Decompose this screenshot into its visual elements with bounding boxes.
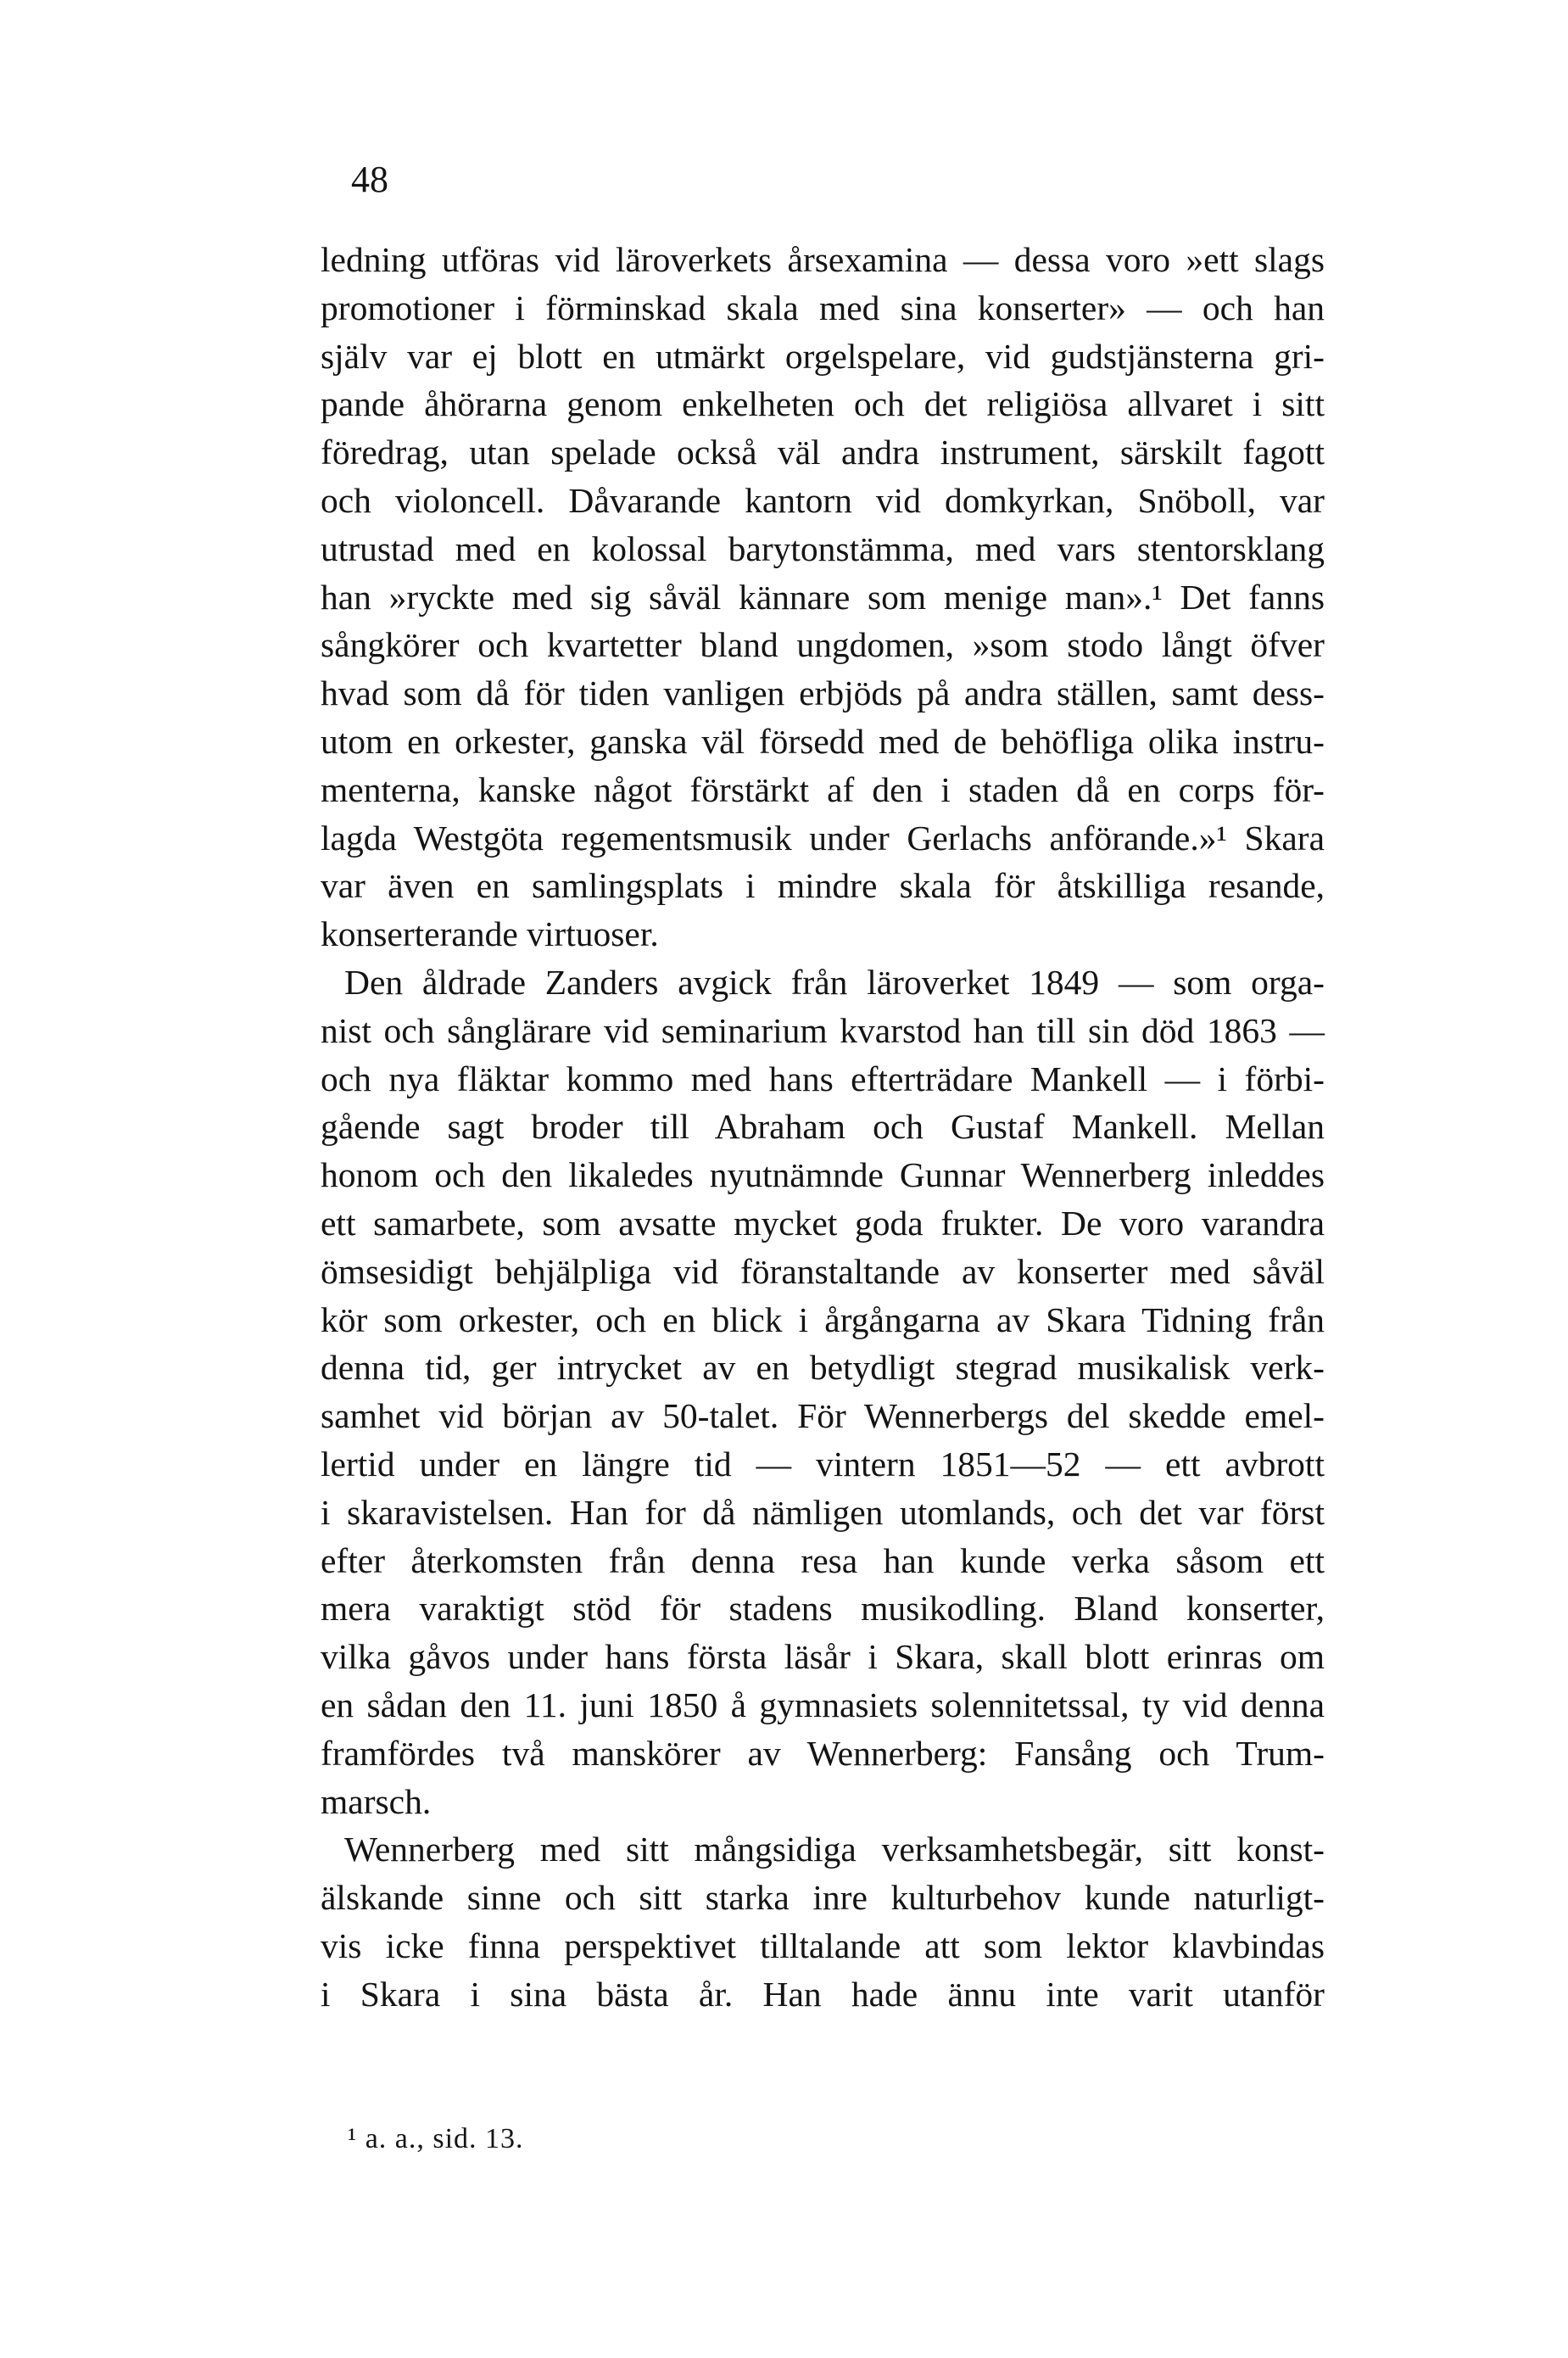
page-number: 48 [351, 159, 388, 200]
paragraph [321, 958, 1325, 1825]
text-line: ett samarbete, som avsatte mycket goda frukter. De voro varandra [321, 1203, 1325, 1243]
text-line: nist och sånglärare vid seminarium kvarstod han till sin död 1863 — [321, 1010, 1325, 1050]
paragraph [321, 236, 1325, 958]
text-line: pande åhörarna genom enkelheten och det religiösa allvaret i sitt [321, 384, 1325, 424]
text-line: han »ryckte med sig såväl kännare som menige man».¹ Det fanns [321, 577, 1325, 617]
text-line: Den åldrade Zanders avgick från läroverket 1849 — som orga- [344, 962, 1325, 1002]
text-line: älskande sinne och sitt starka inre kulturbehov kunde naturligt- [321, 1878, 1325, 1918]
text-line: och violoncell. Dåvarande kantorn vid domkyrkan, Snöboll, var [321, 480, 1325, 520]
text-line: marsch. [321, 1781, 432, 1821]
text-line: utom en orkester, ganska väl försedd med de behöfliga olika instru- [321, 721, 1325, 761]
text-line: gående sagt broder till Abraham och Gustaf Mankell. Mellan [321, 1107, 1325, 1147]
body-text [321, 236, 1325, 2018]
footnote: ¹ a. a., sid. 13. [348, 2123, 524, 2154]
text-line: hvad som då för tiden vanligen erbjöds på andra ställen, samt dess- [321, 673, 1325, 713]
text-line: en sådan den 11. juni 1850 å gymnasiets solennitetssal, ty vid denna [321, 1685, 1325, 1724]
text-line: denna tid, ger intrycket av en betydligt stegrad musikalisk verk- [321, 1348, 1325, 1388]
text-line: lertid under en längre tid — vintern 1851—52 — ett avbrott [321, 1444, 1325, 1484]
text-line: själv var ej blott en utmärkt orgelspelare, vid gudstjänsterna gri- [321, 336, 1325, 376]
text-line: kör som orkester, och en blick i årgångarna av Skara Tidning från [321, 1299, 1325, 1339]
text-line: menterna, kanske något förstärkt af den i staden då en corps för- [321, 769, 1325, 809]
text-line: vis icke finna perspektivet tilltalande att som lektor klavbindas [321, 1925, 1325, 1965]
text-line: utrustad med en kolossal barytonstämma, med vars stentorsklang [321, 528, 1325, 568]
text-line: föredrag, utan spelade också väl andra instrument, särskilt fagott [321, 433, 1325, 472]
text-line: ömsesidigt behjälpliga vid föranstaltande av konserter med såväl [321, 1251, 1325, 1291]
text-line: var även en samlingsplats i mindre skala för åtskilliga resande, [321, 866, 1325, 906]
text-line: promotioner i förminskad skala med sina konserter» — och han [321, 288, 1325, 327]
text-line: vilka gåvos under hans första läsår i Skara, skall blott erinras om [321, 1637, 1325, 1677]
text-line: konserterande virtuoser. [321, 914, 659, 954]
text-line: honom och den likaledes nyutnämnde Gunnar Wennerberg inleddes [321, 1155, 1325, 1195]
text-line: samhet vid början av 50-talet. För Wennerbergs del skedde emel- [321, 1396, 1325, 1436]
text-line: och nya fläktar kommo med hans efterträdare Mankell — i förbi- [321, 1059, 1325, 1098]
text-line: Wennerberg med sitt mångsidiga verksamhetsbegär, sitt konst- [344, 1830, 1325, 1869]
text-line: framfördes två manskörer av Wennerberg: Fansång och Trum- [321, 1733, 1325, 1773]
paragraph [321, 1825, 1325, 2018]
text-line: efter återkomsten från denna resa han kunde verka såsom ett [321, 1540, 1325, 1580]
text-line: ledning utföras vid läroverkets årsexamina — dessa voro »ett slags [321, 240, 1325, 279]
text-line: i skaravistelsen. Han for då nämligen utomlands, och det var först [321, 1492, 1325, 1532]
text-line: i Skara i sina bästa år. Han hade ännu inte varit utanför [321, 1974, 1325, 2014]
text-line: sångkörer och kvartetter bland ungdomen, »som stodo långt öfver [321, 625, 1325, 665]
text-line: lagda Westgöta regementsmusik under Gerlachs anförande.»¹ Skara [321, 818, 1325, 858]
text-line: mera varaktigt stöd för stadens musikodling. Bland konserter, [321, 1589, 1325, 1629]
